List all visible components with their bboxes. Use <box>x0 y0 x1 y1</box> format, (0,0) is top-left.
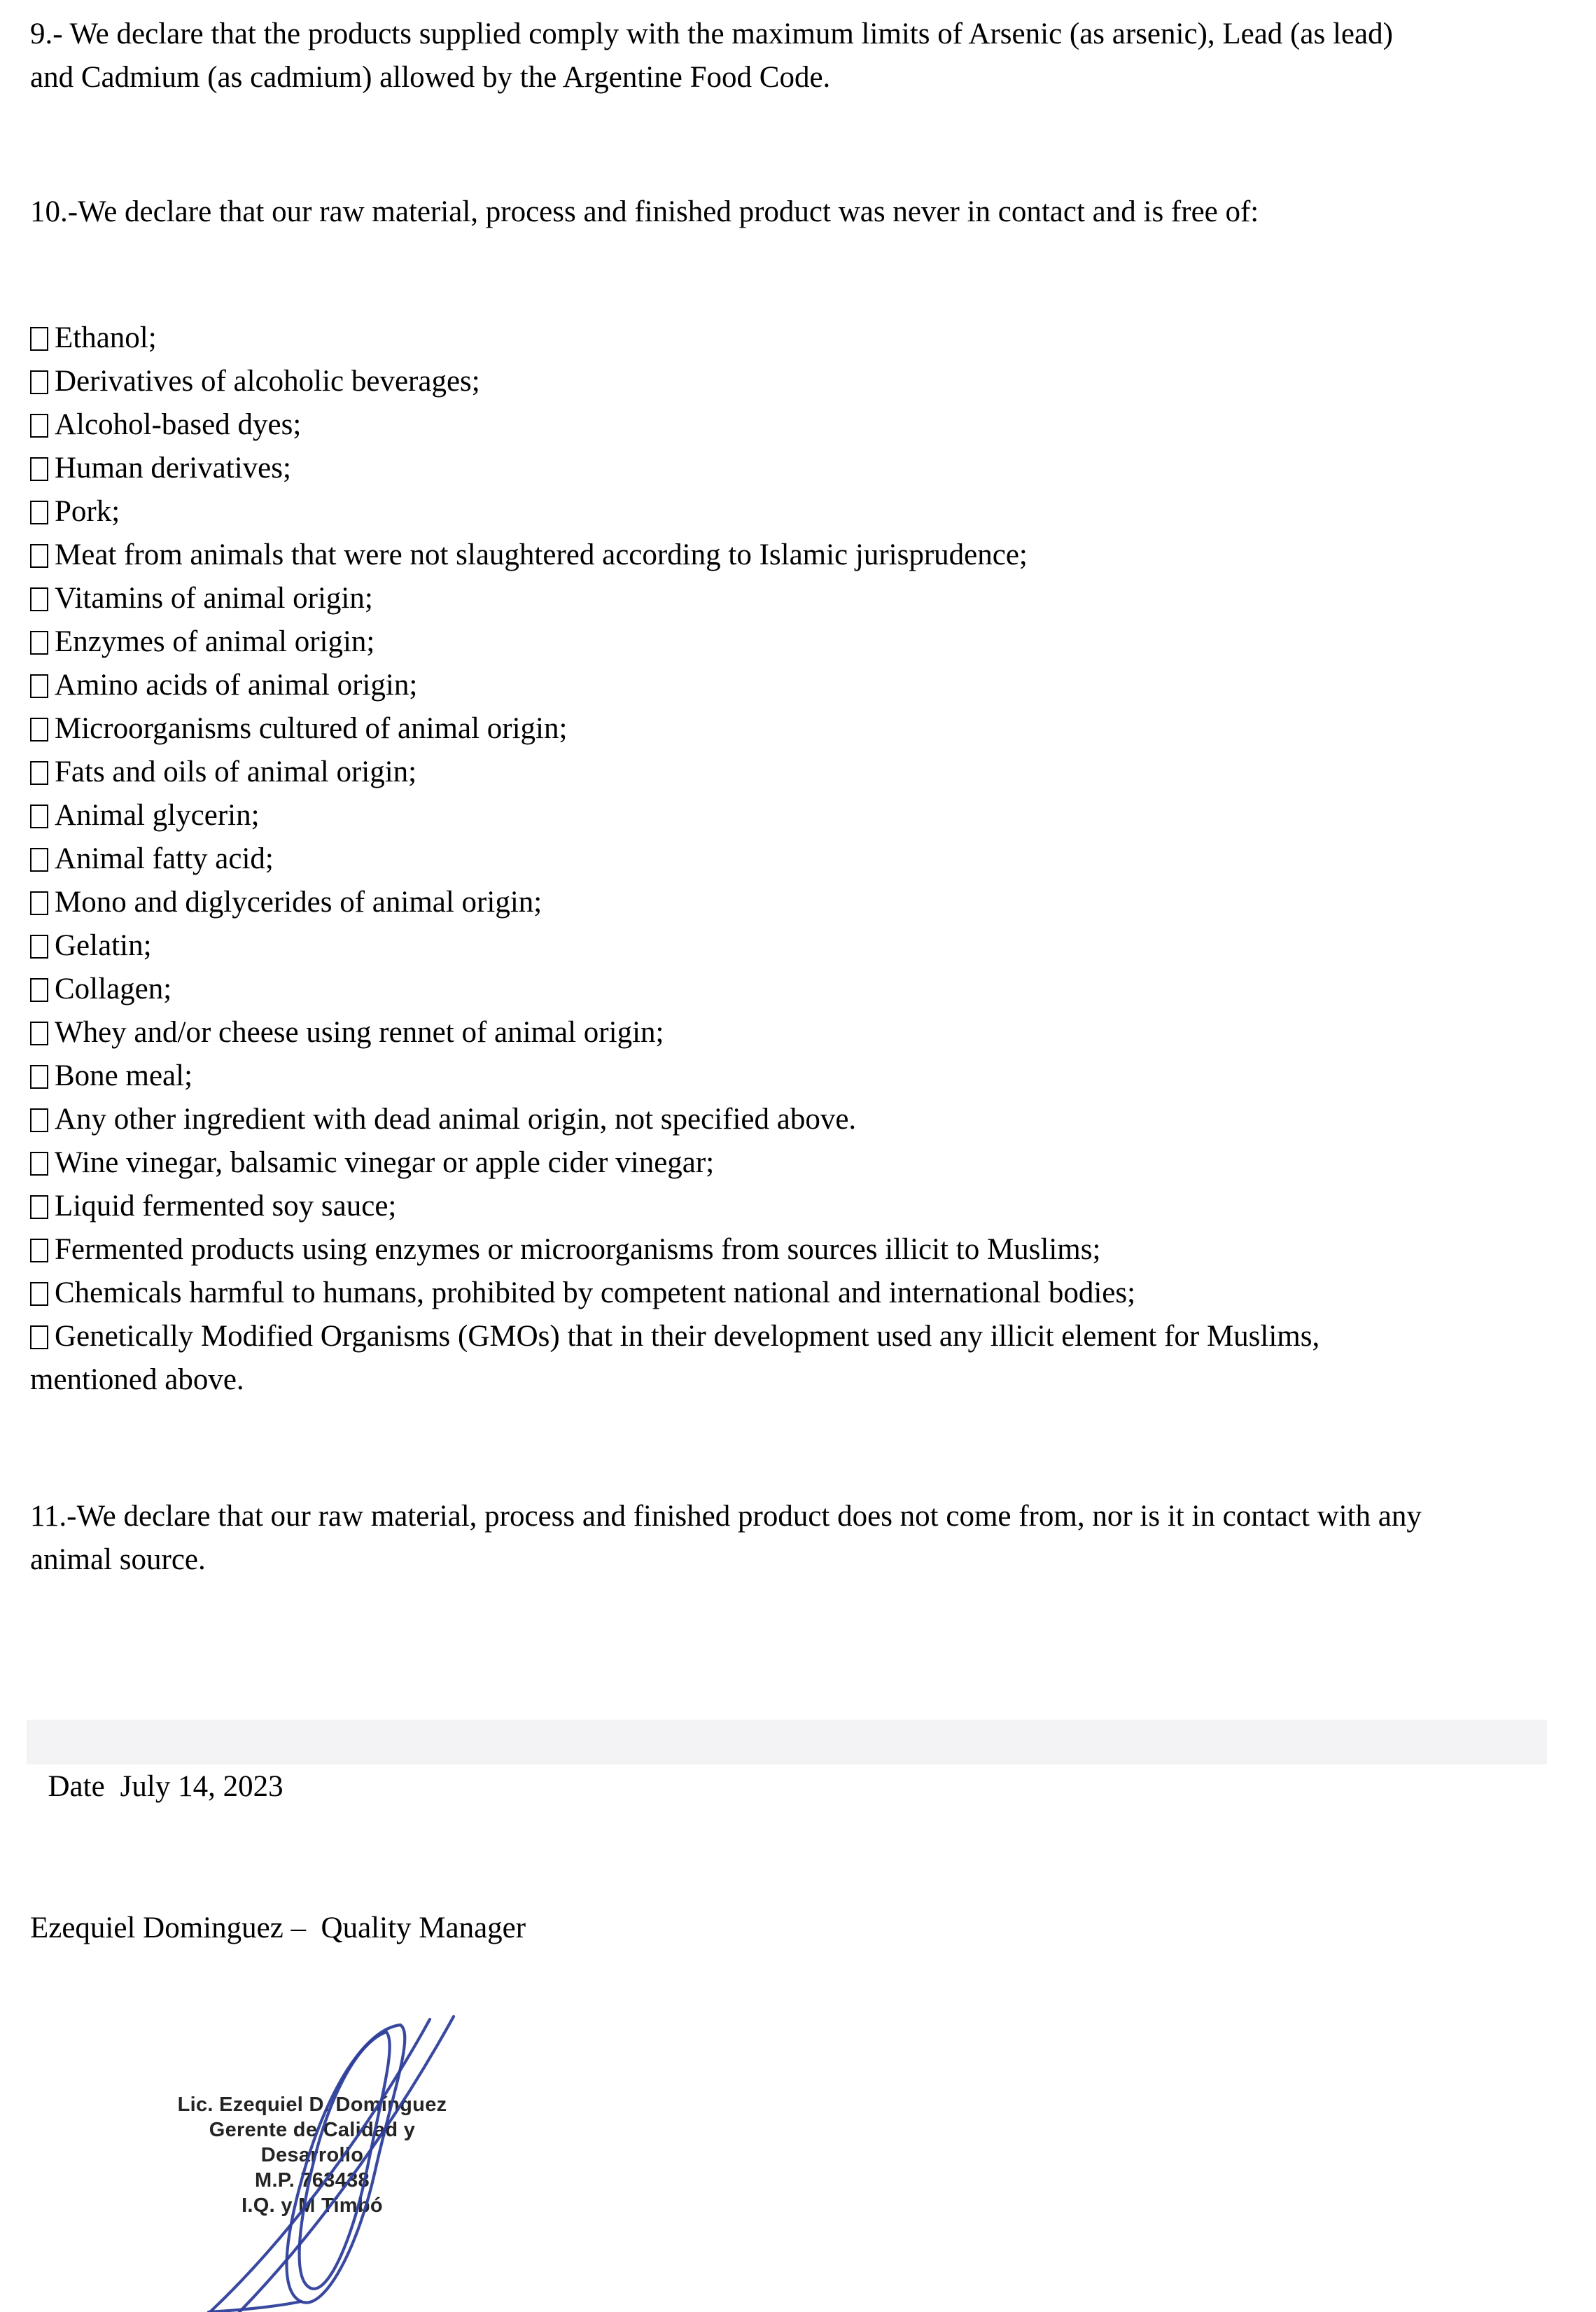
checkbox-icon <box>30 718 48 741</box>
checklist-item-label: Ethanol; <box>55 321 157 354</box>
checkbox-icon <box>30 414 48 438</box>
checkbox-icon <box>30 587 48 611</box>
text-line: M.P. 763438 <box>254 2169 370 2192</box>
checklist-item <box>30 664 1320 707</box>
checklist-item-label: mentioned above. <box>30 1363 244 1396</box>
checklist-item-label: Microorganisms cultured of animal origin; <box>55 712 568 745</box>
checkbox-icon <box>30 674 48 698</box>
clause-11-paragraph <box>30 1495 1422 1582</box>
checkbox-icon <box>30 501 48 524</box>
checkbox-icon <box>30 370 48 394</box>
date-value: July 14, 2023 <box>120 1770 284 1803</box>
checkbox-icon <box>30 1195 48 1219</box>
checkbox-icon <box>30 1152 48 1176</box>
checklist-item <box>30 924 1320 968</box>
checklist-item <box>30 360 1320 403</box>
checklist-item <box>30 1011 1320 1054</box>
checklist-item-label: Vitamins of animal origin; <box>55 582 373 615</box>
checklist-item-label: Collagen; <box>55 973 172 1005</box>
checklist-item-label: Pork; <box>55 495 120 528</box>
checkbox-icon <box>30 1108 48 1132</box>
checklist-item-label: Mono and diglycerides of animal origin; <box>55 886 542 919</box>
text-line: Lic. Ezequiel D. Domínguez <box>177 2094 447 2116</box>
checkbox-icon <box>30 457 48 481</box>
date-bar <box>27 1720 1547 1803</box>
checklist-item <box>30 707 1320 751</box>
checklist-item <box>30 1315 1320 1358</box>
checklist-item <box>30 1358 1320 1402</box>
checklist-item-label: Human derivatives; <box>55 452 291 485</box>
text-line: Gerente de Calidad y Desarrollo <box>209 2119 416 2166</box>
checklist-item <box>30 837 1320 881</box>
checklist-item <box>30 1098 1320 1141</box>
checklist-item <box>30 1272 1320 1315</box>
text-line: animal source. <box>30 1543 206 1576</box>
checklist-item-label: Animal glycerin; <box>55 799 260 832</box>
checklist-item <box>30 881 1320 924</box>
checklist-item <box>30 403 1320 447</box>
excluded-substances-checklist <box>30 316 1320 1402</box>
checklist-item <box>30 1228 1320 1272</box>
checkbox-icon <box>30 761 48 785</box>
checklist-item-label: Gelatin; <box>55 929 152 962</box>
checklist-item <box>30 1054 1320 1098</box>
checklist-item-label: Alcohol-based dyes; <box>55 408 302 441</box>
text-line: 9.- We declare that the products supplied comply with the maximum limits of Arsenic (as arsenic), Lead (as lead) <box>30 18 1393 50</box>
stamp-block <box>168 2092 456 2218</box>
checklist-item-label: Any other ingredient with dead animal origin, not specified above. <box>55 1103 857 1136</box>
checkbox-icon <box>30 1022 48 1045</box>
checklist-item-label: Genetically Modified Organisms (GMOs) that in their development used any illicit element for Muslims, <box>55 1320 1320 1353</box>
checklist-item-label: Fermented products using enzymes or microorganisms from sources illicit to Muslims; <box>55 1233 1101 1266</box>
checkbox-icon <box>30 327 48 351</box>
signature-tail <box>209 2301 301 2312</box>
checkbox-icon <box>30 1282 48 1306</box>
text-line: I.Q. y M Timbó <box>241 2194 383 2217</box>
text-line: 11.-We declare that our raw material, process and finished product does not come from, nor is it in contact with any <box>30 1500 1422 1533</box>
checkbox-icon <box>30 1325 48 1349</box>
checkbox-icon <box>30 891 48 915</box>
checklist-item-label: Fats and oils of animal origin; <box>55 755 417 788</box>
checkbox-icon <box>30 935 48 959</box>
checklist-item <box>30 968 1320 1011</box>
checklist-item-label: Enzymes of animal origin; <box>55 625 375 658</box>
clause-9-paragraph <box>30 13 1393 99</box>
checkbox-icon <box>30 848 48 872</box>
text-line: and Cadmium (as cadmium) allowed by the Argentine Food Code. <box>30 61 831 94</box>
checkbox-icon <box>30 805 48 828</box>
checklist-item-label: Amino acids of animal origin; <box>55 669 418 702</box>
checklist-item-label: Whey and/or cheese using rennet of animal origin; <box>55 1016 664 1049</box>
signatory-line: Ezequiel Dominguez – Quality Manager <box>30 1911 526 1944</box>
checkbox-icon <box>30 978 48 1002</box>
checkbox-icon <box>30 544 48 568</box>
checklist-item <box>30 1141 1320 1185</box>
checklist-item-label: Derivatives of alcoholic beverages; <box>55 365 480 398</box>
checklist-item <box>30 490 1320 534</box>
checkbox-icon <box>30 1239 48 1262</box>
checklist-item-label: Meat from animals that were not slaughtered according to Islamic jurisprudence; <box>55 538 1028 571</box>
checklist-item <box>30 316 1320 360</box>
checklist-item-label: Animal fatty acid; <box>55 842 274 875</box>
checkbox-icon <box>30 631 48 655</box>
checklist-item <box>30 534 1320 577</box>
date-label: Date <box>48 1770 105 1803</box>
checklist-item <box>30 794 1320 837</box>
checklist-item <box>30 751 1320 794</box>
checklist-item-label: Wine vinegar, balsamic vinegar or apple cider vinegar; <box>55 1146 715 1179</box>
checklist-item-label: Liquid fermented soy sauce; <box>55 1190 397 1223</box>
checklist-item <box>30 447 1320 490</box>
checklist-item <box>30 577 1320 620</box>
checkbox-icon <box>30 1065 48 1089</box>
checklist-item-label: Bone meal; <box>55 1059 193 1092</box>
checklist-item <box>30 1185 1320 1228</box>
checklist-item-label: Chemicals harmful to humans, prohibited by competent national and international bodies; <box>55 1276 1136 1309</box>
text-line: 10.-We declare that our raw material, process and finished product was never in contact and is free of: <box>30 195 1259 228</box>
checklist-item <box>30 620 1320 664</box>
clause-10-paragraph <box>30 190 1259 234</box>
